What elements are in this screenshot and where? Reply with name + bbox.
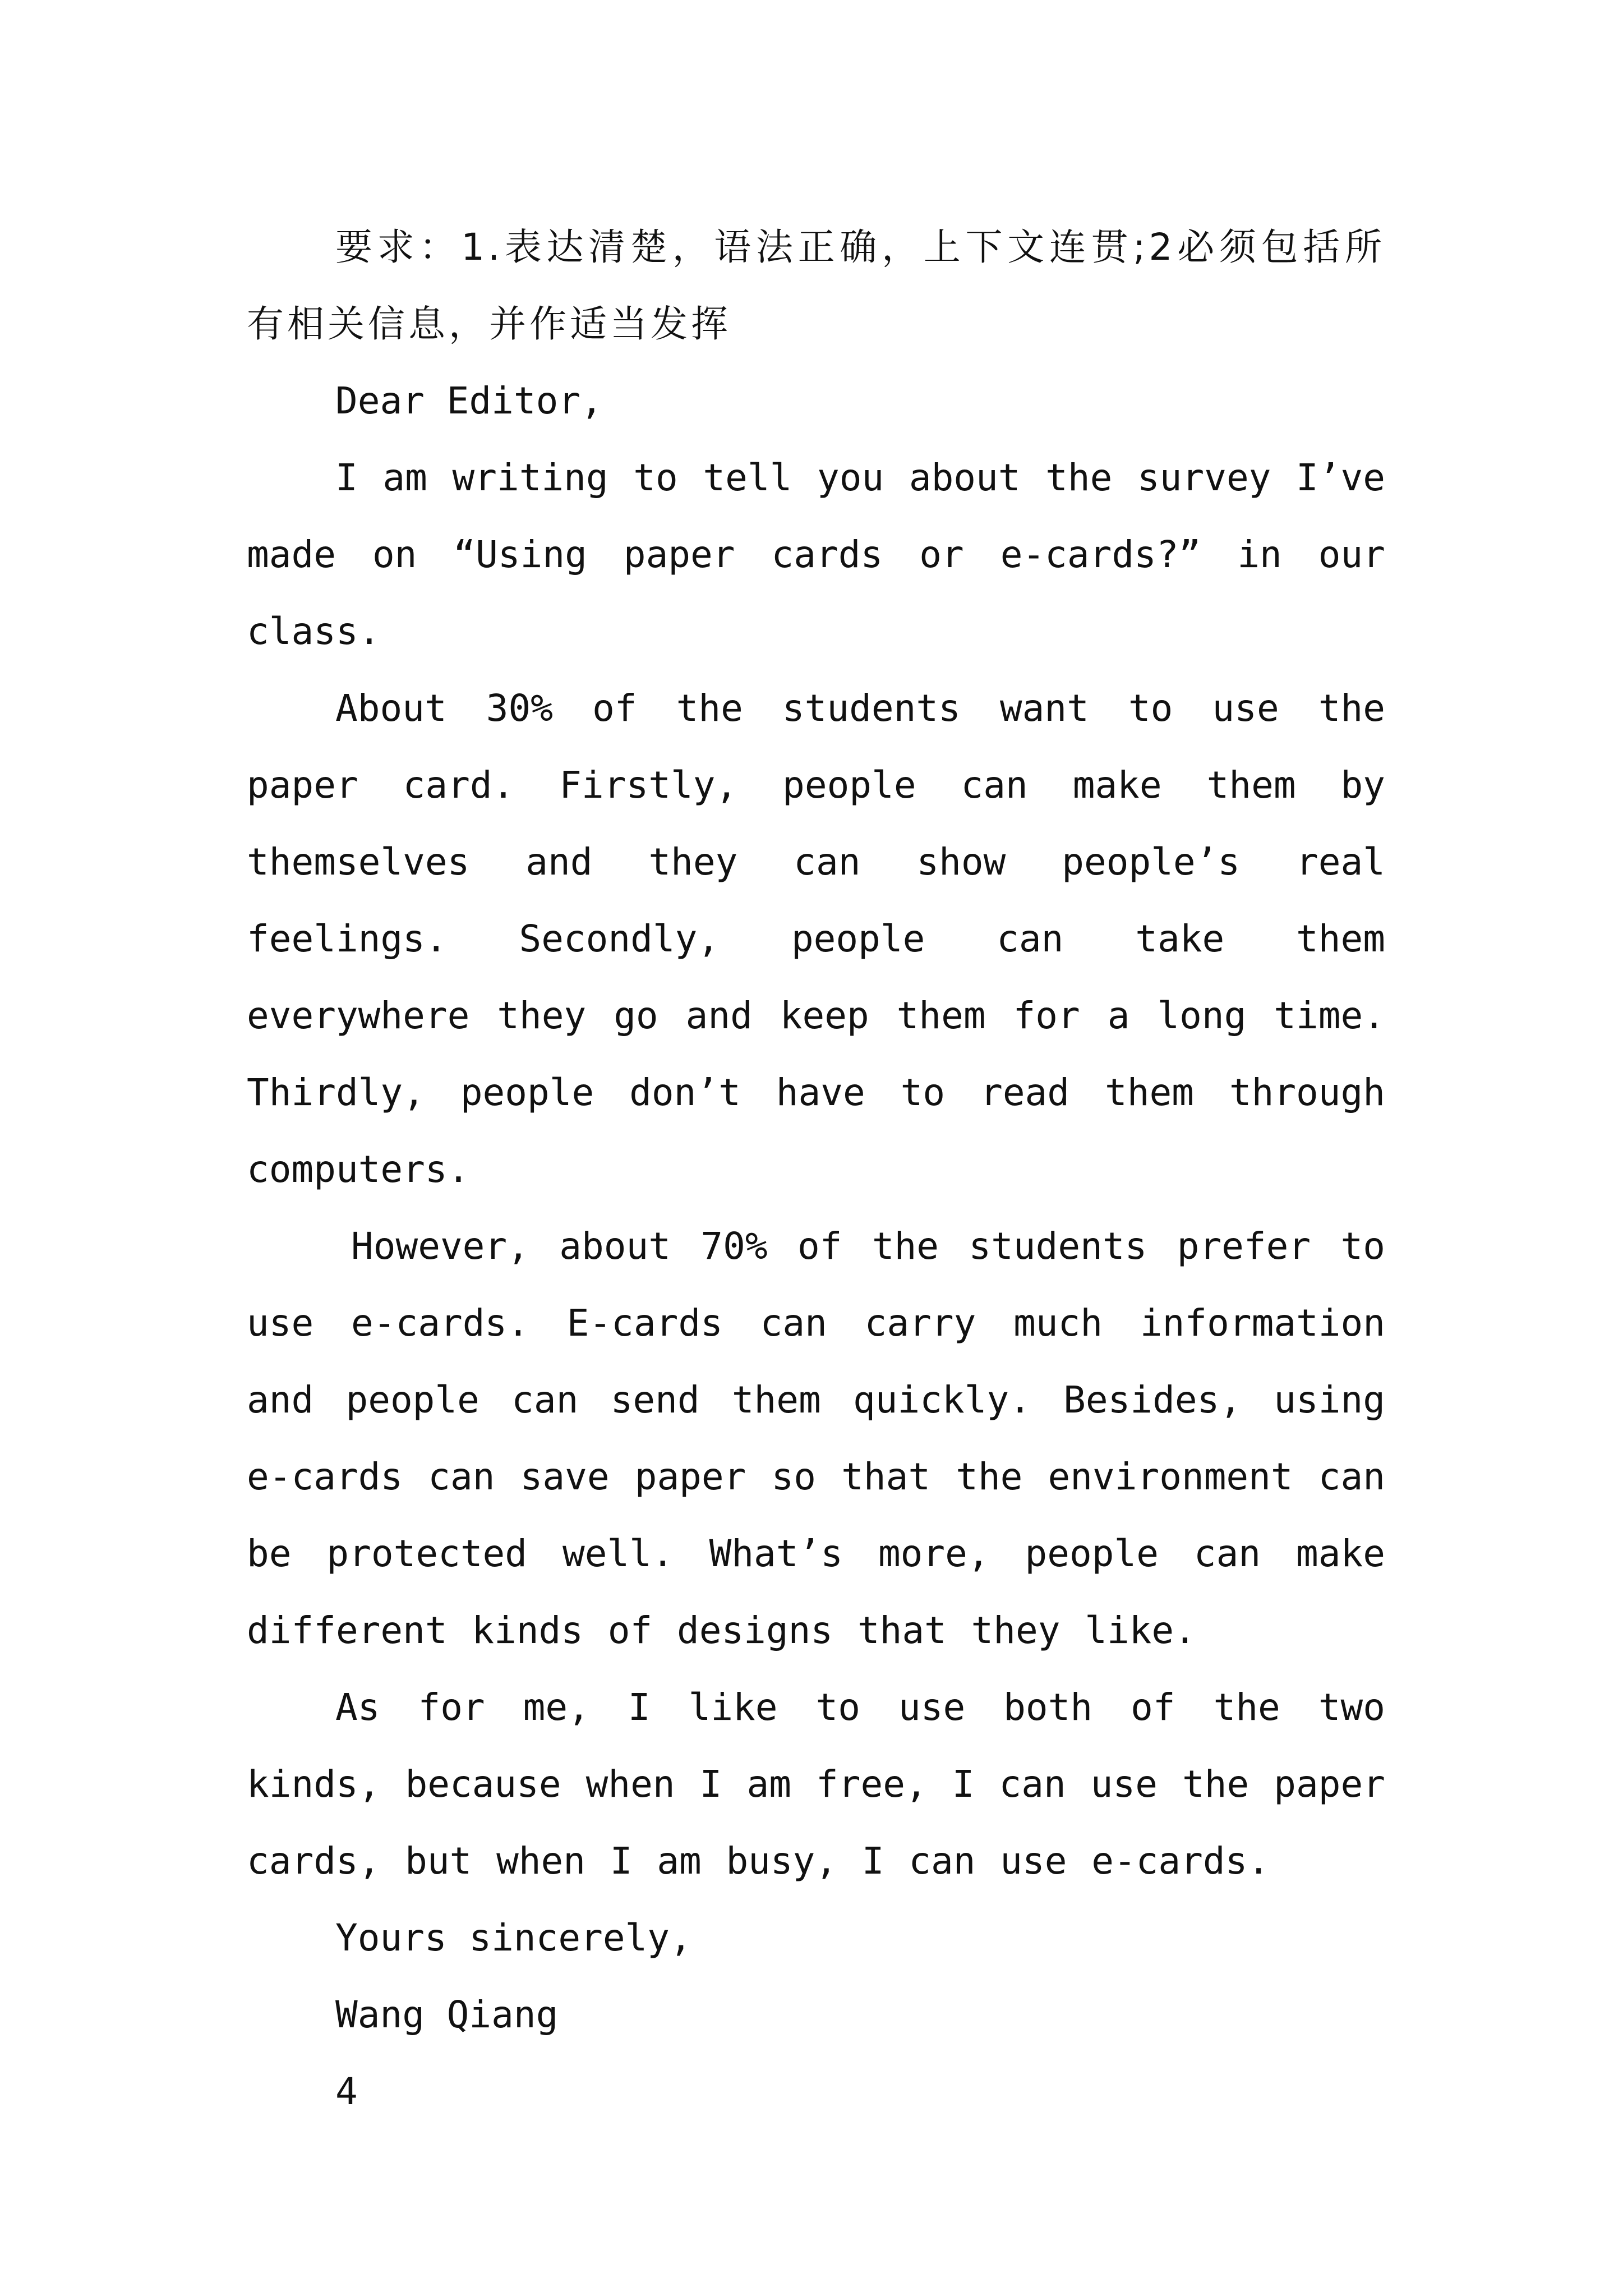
salutation: Dear Editor, <box>335 379 603 422</box>
paragraph-intro: I am writing to tell you about the survey I’ve made on “Using paper cards or e-cards?” in our class. <box>247 456 1385 653</box>
paragraph-e-cards: However, about 70% of the students prefer to use e-cards. E-cards can carry much information and people can send them quickly. Besides, using e-cards can save paper so that the environment can be protected well. What’s more, people can make different kinds of designs that they like. <box>247 1225 1385 1652</box>
requirement-text: 要求：1.表达清楚，语法正确，上下文连贯;2必须包括所有相关信息，并作适当发挥 <box>247 226 1385 346</box>
page-number: 4 <box>335 2070 358 2113</box>
signature: Wang Qiang <box>335 1993 559 2036</box>
paragraph-opinion: As for me, I like to use both of the two kinds, because when I am free, I can use the paper cards, but when I am busy, I can use e-cards. <box>247 1686 1385 1883</box>
paragraph-paper-cards: About 30% of the students want to use the paper card. Firstly, people can make them by themselves and they can show people’s real feelings. Secondly, people can take them everywhere they go and keep them for a long time. Thirdly, people don’t have to read them through computers. <box>247 687 1385 1191</box>
closing: Yours sincerely, <box>335 1916 692 1959</box>
letter-body <box>247 209 1385 2130</box>
